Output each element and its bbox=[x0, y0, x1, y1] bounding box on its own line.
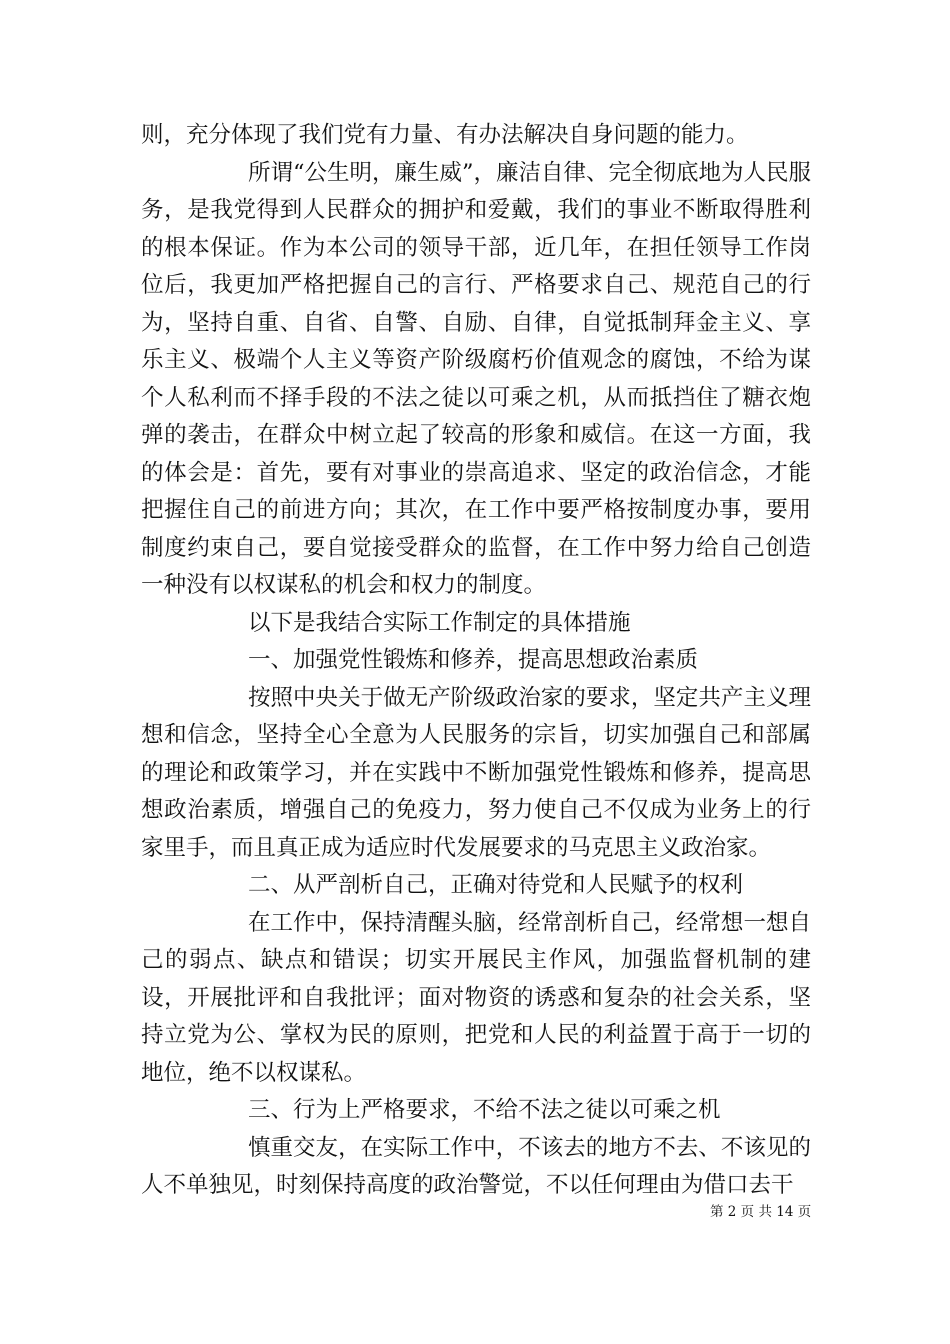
paragraph-3: 以下是我结合实际工作制定的具体措施 bbox=[248, 609, 631, 636]
paragraph-5: 按照中央关于做无产阶级政治家的要求，坚定共产主义理想和信念，坚持全心全意为人民服务的宗旨，切实加强自己和部属的理论和政策学习，并在实践中不断加强党性锻炼和修养，提高思想政治素质，增强自己的免疫力，努力使自己不仅成为业务上的行家里手，而且真正成为适应时代发展要求的马克思主义政治家。 bbox=[141, 684, 811, 861]
paragraph-9: 慎重交友，在实际工作中，不该去的地方不去、不该见的人不单独见，时刻保持高度的政治警觉，不以任何理由为借口去干 bbox=[141, 1134, 811, 1198]
section-heading-2: 二、从严剖析自己，正确对待党和人民赋予的权利 bbox=[248, 872, 744, 898]
section-heading-3: 三、行为上严格要求，不给不法之徒以可乘之机 bbox=[248, 1097, 721, 1123]
document-body bbox=[141, 117, 811, 1205]
section-heading-1: 一、加强党性锻炼和修养，提高思想政治素质 bbox=[248, 647, 699, 673]
paragraph-7: 在工作中，保持清醒头脑，经常剖析自己，经常想一想自己的弱点、缺点和错误；切实开展民主作风，加强监督机制的建设，开展批评和自我批评；面对物资的诱惑和复杂的社会关系，坚持立党为公、掌权为民的原则，把党和人民的利益置于高于一切的地位，绝不以权谋私。 bbox=[141, 909, 811, 1086]
paragraph-1: 则，充分体现了我们党有力量、有办法解决自身问题的能力。 bbox=[141, 122, 749, 148]
page-number-footer: 第 2 页 共 14 页 bbox=[710, 1204, 812, 1220]
paragraph-2: 所谓“公生明，廉生威”，廉洁自律、完全彻底地为人民服务，是我党得到人民群众的拥护和爱戴，我们的事业不断取得胜利的根本保证。作为本公司的领导干部，近几年，在担任领导工作岗位后，我更加严格把握自己的言行、严格要求自己、规范自己的行为，坚持自重、自省、自警、自励、自律，自觉抵制拜金主义、享乐主义、极端个人主义等资产阶级腐朽价值观念的腐蚀，不给为谋个人私利而不择手段的不法之徒以可乘之机，从而抵挡住了糖衣炮弹的袭击，在群众中树立起了较高的形象和威信。在这一方面，我的体会是：首先，要有对事业的崇高追求、坚定的政治信念，才能把握住自己的前进方向；其次，在工作中要严格按制度办事，要用制度约束自己，要自觉接受群众的监督，在工作中努力给自己创造一种没有以权谋私的机会和权力的制度。 bbox=[141, 159, 812, 598]
